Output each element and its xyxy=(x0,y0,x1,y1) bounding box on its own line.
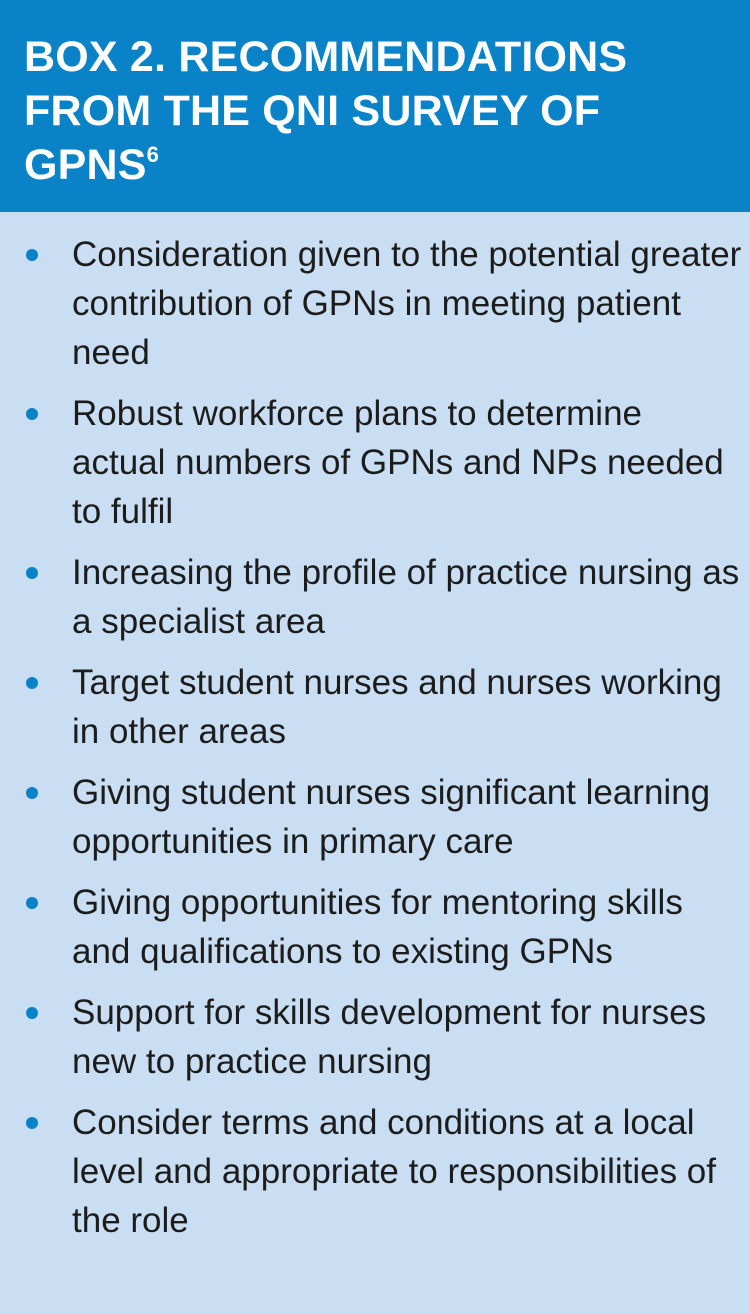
bullet-icon xyxy=(26,249,38,261)
box-title-text: BOX 2. RECOMMENDATIONS FROM THE QNI SURVEY OF GPNS xyxy=(24,33,628,189)
list-item-text: Giving opportunities for mentoring skills and qualifications to existing GPNs xyxy=(72,883,683,971)
list-item xyxy=(0,1098,750,1245)
recommendations-list xyxy=(0,230,750,1257)
list-item xyxy=(0,988,750,1086)
list-item xyxy=(0,768,750,866)
list-item-text: Giving student nurses significant learning opportunities in primary care xyxy=(72,773,711,861)
bullet-icon xyxy=(26,897,38,909)
list-item xyxy=(0,878,750,976)
bullet-icon xyxy=(26,1007,38,1019)
box-header xyxy=(0,0,750,212)
list-item xyxy=(0,389,750,536)
bullet-icon xyxy=(26,567,38,579)
bullet-icon xyxy=(26,787,38,799)
list-item-text: Increasing the profile of practice nursing as a specialist area xyxy=(72,553,740,641)
title-footnote-reference: 6 xyxy=(146,142,160,167)
list-item-text: Robust workforce plans to determine actual numbers of GPNs and NPs needed to fulfil xyxy=(72,394,724,531)
list-item-text: Consideration given to the potential greater contribution of GPNs in meeting patient need xyxy=(72,235,742,372)
list-item-text: Support for skills development for nurses new to practice nursing xyxy=(72,993,707,1081)
box-title xyxy=(24,30,726,192)
list-item xyxy=(0,548,750,646)
bullet-icon xyxy=(26,677,38,689)
bullet-icon xyxy=(26,1117,38,1129)
list-item xyxy=(0,658,750,756)
bullet-icon xyxy=(26,408,38,420)
list-item-text: Consider terms and conditions at a local level and appropriate to responsibilities of the role xyxy=(72,1103,716,1240)
list-item-text: Target student nurses and nurses working in other areas xyxy=(72,663,722,751)
list-item xyxy=(0,230,750,377)
